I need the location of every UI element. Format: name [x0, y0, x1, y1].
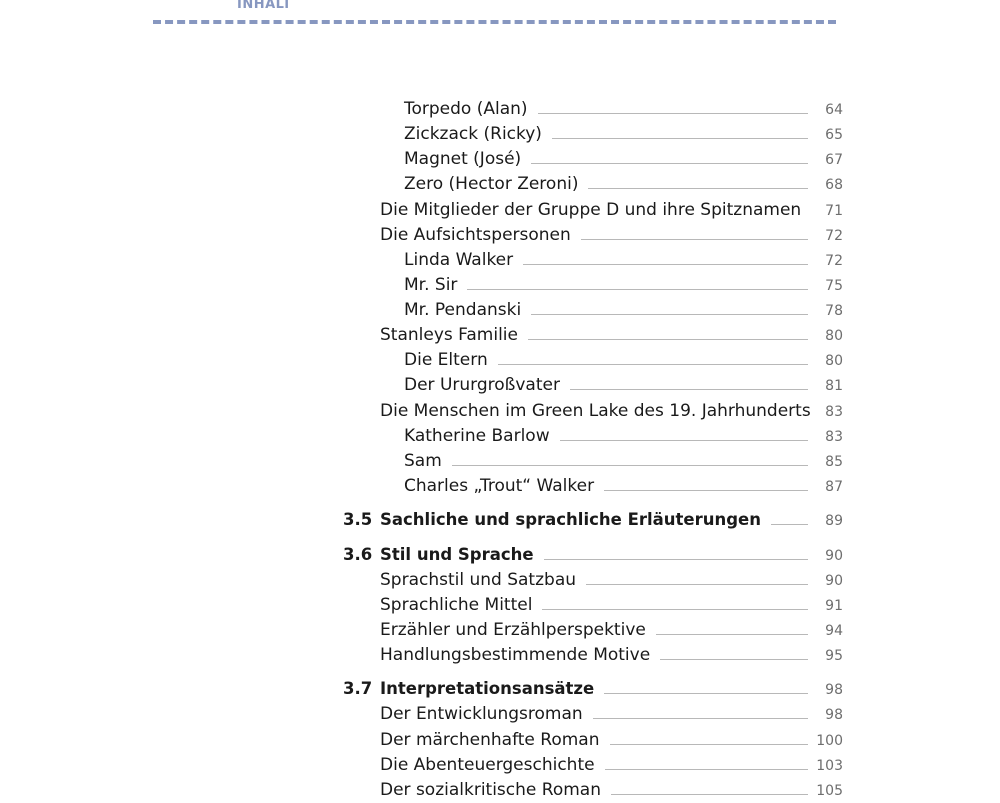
- toc-entry-title: Interpretationsansätze: [380, 679, 595, 698]
- toc-entry-title: Charles „Trout“ Walker: [404, 476, 595, 496]
- toc-entry-title: Magnet (José): [404, 149, 522, 169]
- toc-leader-line: [452, 465, 808, 466]
- toc-page-number: 81: [825, 378, 843, 394]
- toc-section-number: 3.6: [343, 545, 373, 564]
- toc-leader-line: [586, 584, 808, 585]
- toc-page-number: 87: [825, 479, 843, 495]
- toc-entry: [0, 474, 1000, 498]
- toc-entry-title: Die Menschen im Green Lake des 19. Jahrhunderts: [380, 401, 811, 421]
- toc-entry-title: Torpedo (Alan): [404, 99, 528, 119]
- toc-leader-line: [588, 188, 808, 189]
- toc-page-number: 95: [825, 648, 843, 664]
- toc-entry: [0, 198, 1000, 222]
- toc-leader-line: [570, 389, 808, 390]
- toc-page-number: 103: [816, 758, 843, 774]
- toc-entry: [0, 753, 1000, 777]
- toc-page-number: 71: [825, 203, 843, 219]
- toc-leader-line: [528, 339, 808, 340]
- toc-section-heading: [0, 677, 1000, 701]
- toc-entry: [0, 778, 1000, 802]
- toc-page-number: 78: [825, 303, 843, 319]
- toc-page-number: 83: [825, 404, 843, 420]
- toc-leader-line: [604, 693, 808, 694]
- toc-entry-title: Die Eltern: [404, 350, 488, 370]
- toc-page-number: 105: [816, 783, 843, 799]
- toc-entry: [0, 449, 1000, 473]
- toc-entry: [0, 702, 1000, 726]
- toc-page-number: 72: [825, 228, 843, 244]
- toc-entry: [0, 643, 1000, 667]
- toc-entry-title: Zero (Hector Zeroni): [404, 174, 579, 194]
- toc-leader-line: [544, 559, 808, 560]
- toc-entry-title: Erzähler und Erzählperspektive: [380, 620, 646, 640]
- toc-page-number: 80: [825, 353, 843, 369]
- toc-page-number: 98: [825, 707, 843, 723]
- toc-entry-title: Der sozialkritische Roman: [380, 780, 601, 800]
- toc-entry-title: Mr. Sir: [404, 275, 458, 295]
- toc-entry-title: Stil und Sprache: [380, 545, 534, 564]
- toc-entry-title: Stanleys Familie: [380, 325, 518, 345]
- toc-entry-title: Sprachliche Mittel: [380, 595, 533, 615]
- toc-entry: [0, 248, 1000, 272]
- toc-entry: [0, 298, 1000, 322]
- toc-page-number: 65: [825, 127, 843, 143]
- toc-leader-line: [581, 239, 808, 240]
- toc-page-number: 64: [825, 102, 843, 118]
- toc-entry-title: Zickzack (Ricky): [404, 124, 542, 144]
- toc-entry-title: Mr. Pendanski: [404, 300, 522, 320]
- toc-leader-line: [593, 718, 808, 719]
- toc-leader-line: [605, 769, 808, 770]
- toc-section-heading: [0, 508, 1000, 532]
- toc-page-number: 89: [825, 513, 843, 529]
- toc-entry-title: Die Abenteuergeschichte: [380, 755, 595, 775]
- toc-entry: [0, 223, 1000, 247]
- toc-leader-line: [523, 264, 808, 265]
- toc-page-number: 67: [825, 152, 843, 168]
- toc-entry-title: Der Entwicklungsroman: [380, 704, 583, 724]
- toc-leader-line: [610, 744, 809, 745]
- toc-page-number: 98: [825, 682, 843, 698]
- toc-leader-line: [542, 609, 808, 610]
- toc-leader-line: [560, 440, 808, 441]
- toc-page-number: 68: [825, 177, 843, 193]
- running-header-label: INHALT: [237, 0, 292, 12]
- toc-leader-line: [531, 314, 808, 315]
- toc-entry: [0, 373, 1000, 397]
- toc-entry-title: Linda Walker: [404, 250, 514, 270]
- toc-entry: [0, 97, 1000, 121]
- toc-page-number: 75: [825, 278, 843, 294]
- toc-leader-line: [611, 794, 808, 795]
- toc-section-heading: [0, 543, 1000, 567]
- toc-entry-title: Der märchenhafte Roman: [380, 730, 600, 750]
- toc-entry-title: Sachliche und sprachliche Erläuterungen: [380, 510, 761, 529]
- toc-leader-line: [771, 524, 808, 525]
- toc-entry: [0, 618, 1000, 642]
- toc-entry-title: Sam: [404, 451, 442, 471]
- toc-entry: [0, 568, 1000, 592]
- toc-leader-line: [552, 138, 808, 139]
- toc-entry-title: Sprachstil und Satzbau: [380, 570, 577, 590]
- toc-entry: [0, 273, 1000, 297]
- toc-leader-line: [604, 490, 808, 491]
- toc-entry-title: Die Aufsichtspersonen: [380, 225, 571, 245]
- toc-entry: [0, 122, 1000, 146]
- toc-entry: [0, 172, 1000, 196]
- toc-entry: [0, 147, 1000, 171]
- toc-entry: [0, 323, 1000, 347]
- toc-page-number: 90: [825, 548, 843, 564]
- toc-entry-title: Katherine Barlow: [404, 426, 550, 446]
- toc-page-number: 91: [825, 598, 843, 614]
- toc-entry-title: Der Ururgroßvater: [404, 375, 560, 395]
- toc-entry: [0, 728, 1000, 752]
- toc-entry-title: Die Mitglieder der Gruppe D und ihre Spitznamen: [380, 200, 802, 220]
- toc-leader-line: [660, 659, 808, 660]
- toc-section-number: 3.7: [343, 679, 373, 698]
- toc-leader-line: [656, 634, 808, 635]
- toc-entry-title: Handlungsbestimmende Motive: [380, 645, 651, 665]
- toc-leader-line: [538, 113, 808, 114]
- toc-leader-line: [531, 163, 808, 164]
- toc-leader-line: [467, 289, 808, 290]
- toc-entry: [0, 593, 1000, 617]
- toc-page-number: 85: [825, 454, 843, 470]
- toc-entry: [0, 399, 1000, 423]
- toc-page-number: 83: [825, 429, 843, 445]
- toc-page-number: 72: [825, 253, 843, 269]
- toc-entry: [0, 348, 1000, 372]
- toc-page-number: 94: [825, 623, 843, 639]
- toc-section-number: 3.5: [343, 510, 373, 529]
- toc-leader-line: [498, 364, 808, 365]
- toc-page-number: 90: [825, 573, 843, 589]
- toc-page-number: 80: [825, 328, 843, 344]
- toc-entry: [0, 424, 1000, 448]
- toc-page-number: 100: [816, 733, 843, 749]
